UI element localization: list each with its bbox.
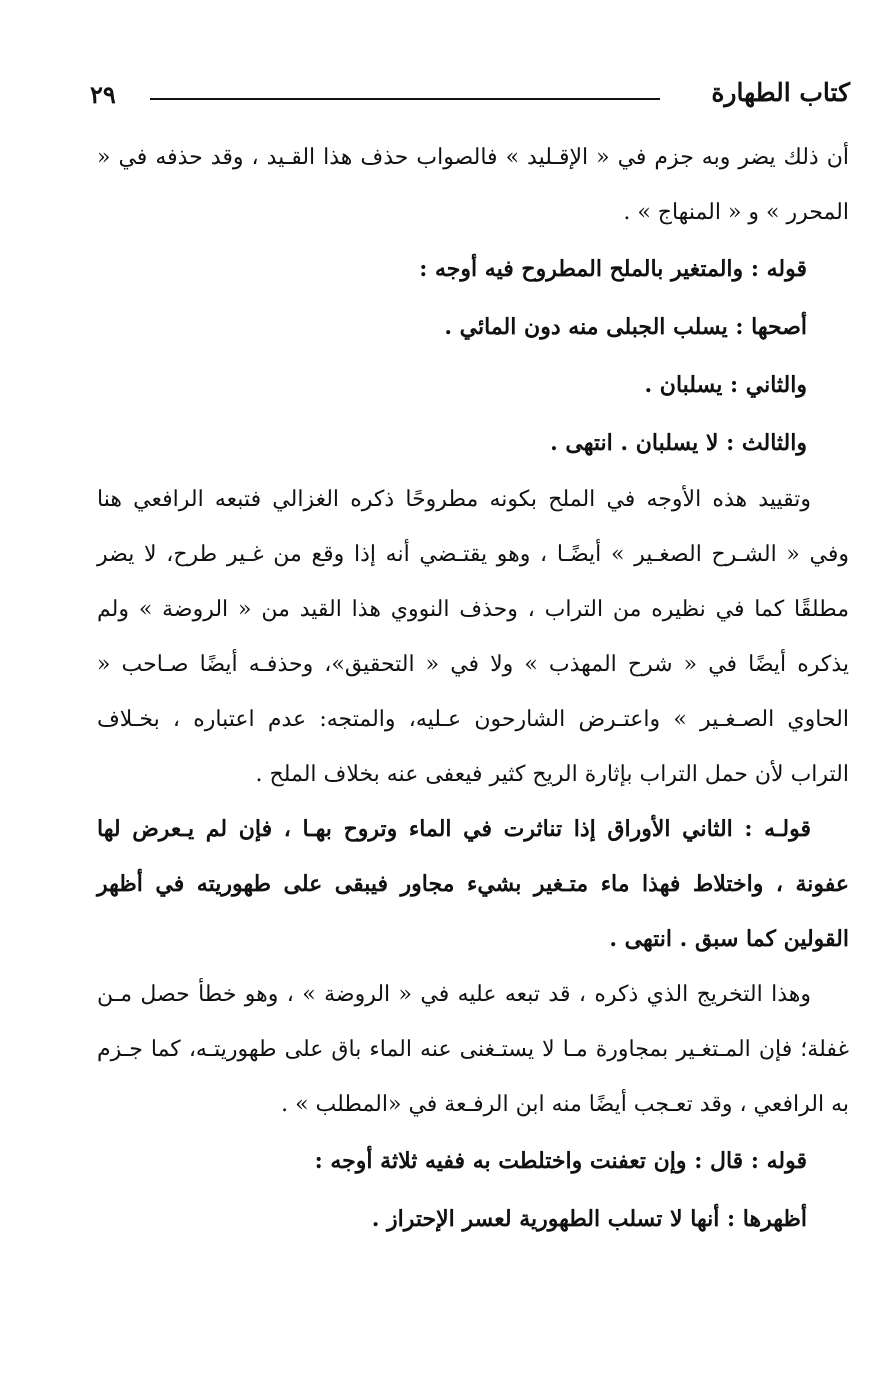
quoted-line: والثالث : لا يسلبان . انتهى . (550, 430, 807, 456)
commentary-paragraph: وهذا التخريج الذي ذكره ، قد تبعه عليه في « الروضة » ، وهو خطأ حصل مـن غفلة؛ فإن المـتغـير بمجاورة مـا لا يستـغنى عنه الماء باق على طهوريتـه، كما جـزم به الرافعي ، وقد تعـجب أيضًا منه ابن الرفـعة في «المطلب » . (97, 982, 849, 1117)
quoted-paragraph: قولـه : الثاني الأوراق إذا تناثرت في الماء وتروح بهـا ، فإن لم يـعرض لها عفونة ، واختلاط فهذا ماء متـغير بشيء مجاور فيبقى على طهوريته في أظهر القولين كما سبق . انتهى . (97, 816, 849, 952)
header-rule (150, 98, 660, 100)
page-number: ٢٩ (90, 80, 116, 109)
commentary-paragraph: وتقييد هذه الأوجه في الملح بكونه مطروحًا ذكره الغزالي فتبعه الرافعي هنا وفي « الشـرح الصغـير » أيضًـا ، وهو يقتـضي أنه إذا وقع من غـير طرح، لا يضر مطلقًا كما في نظيره من التراب ، وحذف النووي هذا القيد من « الروضة » ولم يذكره أيضًا في « شرح المهذب » ولا في « التحقيق»، وحذفـه أيضًا صـاحب « الحاوي الصـغـير » واعتـرض الشارحون عـليه، والمتجه: عدم اعتباره ، بخـلاف التراب لأن حمل التراب بإثارة الريح كثير فيعفى عنه بخلاف الملح . (97, 487, 849, 787)
quoted-line: أظهرها : أنها لا تسلب الطهورية لعسر الإحتراز . (371, 1206, 807, 1232)
quoted-line: أصحها : يسلب الجبلى منه دون المائي . (444, 314, 807, 340)
paragraph-continuation: أن ذلك يضر وبه جزم في « الإقـليد » فالصواب حذف هذا القـيد ، وقد حذفه في « المحرر » و « المنهاج » . (97, 145, 849, 225)
page-header (90, 74, 850, 114)
quoted-line: والثاني : يسلبان . (644, 372, 807, 398)
quoted-heading: قوله : قال : وإن تعفنت واختلطت به ففيه ثلاثة أوجه : (314, 1148, 807, 1174)
body-text (97, 130, 849, 1248)
running-title: كتاب الطهارة (711, 78, 850, 107)
quoted-heading: قوله : والمتغير بالملح المطروح فيه أوجه : (419, 256, 807, 282)
